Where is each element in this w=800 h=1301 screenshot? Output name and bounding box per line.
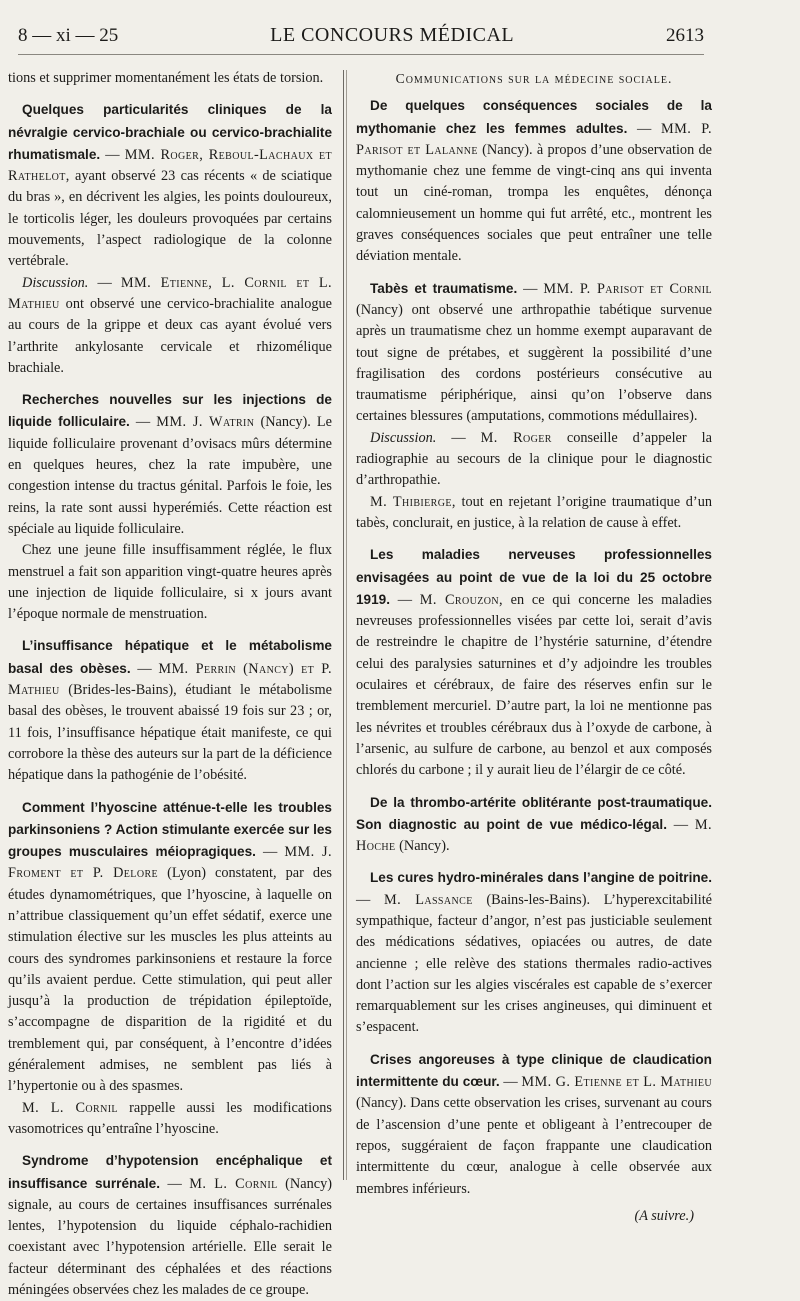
article-paragraph — [356, 492, 712, 535]
article-crises-angoreuses: Crises angoreuses à type clinique de claudication intermittente du cœur. — MM. G. Etienne et L. Mathieu (Nancy). Dans cette observation les crises, survenant au cours de l’ascension d’une pente et obligeant à l’entrecouper de repos, suggéraient de façon frappante une claudication intermittente du cœur, analogue à celle observée aux membres inférieurs. — [356, 1051, 713, 1197]
article-folliculaire: Recherches nouvelles sur les injections de liquide folliculaire. — MM. J. Watrin (Nancy). Le liquide folliculaire provenant d’ovisacs mûrs détermine en quelques heures, chez la rate impubère, une congestion intense du tractus génital. Parfois le foie, les reins, la rate sont aussi hyperémiés. Cette réaction est spéciale au liquide folliculaire. — [8, 392, 332, 537]
article-heading: De la thrombo-artérite oblitérante post-traumatique. Son diagnostic au point de vue médico-légal. — [356, 794, 712, 832]
to-be-continued: (A suivre.) — [634, 1207, 694, 1224]
continued-paragraph: tions et supprimer momentanément les états de torsion. — [8, 70, 324, 86]
article-thrombo-arterite: De la thrombo-artérite oblitérante post-traumatique. Son diagnostic au point de vue médico-légal. — M. Hoche (Nancy). — [356, 794, 712, 855]
paragraph-body: rappelle aussi les modifications vasomotrices qu’entraîne l’hyoscine. — [8, 1099, 332, 1137]
article-body: ayant observé 23 cas récents « de sciatique du bras », en décrivent les algies, les points douloureux, le torticolis léger, les douleurs provoquées par certains mouvements, l’aspect radiologique de la colonne vertébrale. — [8, 168, 332, 270]
article-cures-hydro-minerales: Les cures hydro-minérales dans l’angine de poitrine. — M. Lassance (Bains-les-Bains). L’hyperexcitabilité sympathique, facteur d’angor, n’est pas justiciable seulement des médications sédatives, opiacées ou autres, de date ancienne ; elle relève des stations thermales radio-actives dont l’action sur les algies viscérales est capable de s’exercer remarquablement sur les crises angineuses, qui diminuent et s’espacent. — [356, 870, 713, 1036]
paragraph-authors: M. Thibierge, — [370, 493, 456, 510]
right-column — [356, 68, 712, 1227]
paragraph-authors: M. L. Cornil — [22, 1099, 118, 1116]
article-hyoscine: Comment l’hyoscine atténue-t-elle les troubles parkinsoniens ? Action stimulante exercée sur les groupes musculaires méiopragiques. — MM. J. Froment et P. Delore (Lyon) constatent, par des études dynamométriques, que l’hyoscine, à laquelle on n’attribue classiquement qu’un effet sédatif, exerce une stimulation élective sur les muscles les plus atteints au cours des syndromes parkinsoniens et restaure la force qu’ils avaient perdue. Cette stimulation, qui peut aller jusqu’à la production de trépidation épileptoïde, s’accompagne de disparition de la rigidité et du tremblement qui, par conséquent, à l’encontre d’idées généralement admises, ne semblent pas liés à l’hypertonie ou à des spasmes. — [8, 799, 332, 1095]
article-authors: MM. Perrin (Nancy) et P. Mathieu — [8, 660, 333, 699]
article-tabes: Tabès et traumatisme. — MM. P. Parisot et Cornil (Nancy) ont observé une arthropathie tabétique survenue après un traumatisme chez un homme exempt auparavant de tout signe de prétabes, et suggèrent la possibilité d’une fragilisation des cordons postérieurs consécutive au traumatisme périphérique, ainsi qu’on l’observe dans certaines blessures (amputations, commotions médullaires). — [356, 280, 712, 425]
article-hepatique: L’insuffisance hépatique et le métabolisme basal des obèses. — MM. Perrin (Nancy) et P. Mathieu (Brides-les-Bains), étudiant le métabolisme basal des obèses, le trouvent abaissé 19 fois sur 23 ; or, 11 fois, l’insuffisance hépatique était manifeste, ce qui corrobore la thèse des auteurs sur la part de la déficience hépatique dans la pathogénie de l’obésité. — [8, 638, 333, 784]
discussion-body: conseille d’appeler la radiographie au secours de la clinique pour le diagnostic d’arthropathie. — [356, 429, 712, 489]
article-paragraph — [8, 1098, 332, 1141]
left-column — [8, 68, 332, 1301]
article-authors: M. L. Cornil — [189, 1175, 278, 1192]
article-body: (Nancy). — [395, 838, 450, 855]
article-nevralgie: Quelques particularités cliniques de la névralgie cervico-brachiale ou cervico-brachialite rhumatismale. — MM. Roger, Reboul-Lachaux et Rathelot, ayant observé 23 cas récents « de sciatique du bras », en décrivent les algies, les points douloureux, le torticolis léger, les douleurs provoquées par certains mouvements, l’aspect radiologique de la colonne vertébrale. — [8, 102, 333, 270]
column-rule-inner — [346, 70, 347, 1180]
discussion-paragraph: Discussion. — MM. Etienne, L. Cornil et L. Mathieu ont observé une cervico-brachialite analogue au cours de la grippe et deux cas ayant évolué vers l’arthrite ankylosante cervicale et rhizomélique brachiale. — [8, 274, 332, 376]
article-heading: De quelques conséquences sociales de la mythomanie chez les femmes adultes. — [356, 98, 712, 136]
column-rule — [343, 70, 344, 1180]
article-body: (Nancy). Dans cette observation les crises, survenant au cours de l’ascension d’une pente et obligeant à l’entrecouper de repos, suggéraient de façon frappante une claudication intermittente du cœur, analogue à celle observée aux membres inférieurs. — [356, 1095, 712, 1197]
paragraph-body: tout en rejetant l’origine traumatique d’un tabès, conclurait, en justice, à la relation de cause à effet. — [356, 493, 712, 531]
article-body: (Lyon) constatent, par des études dynamométriques, que l’hyoscine, à laquelle on n’attribue classiquement qu’un effet sédatif, exerce une stimulation élective sur les muscles les plus atteints au cours des syndromes parkinsoniens et restaure la force qu’ils avaient perdue. Cette stimulation, qui peut aller jusqu’à la production de trépidation épileptoïde, s’accompagne de disparition de la rigidité et du tremblement qui, par conséquent, à l’encontre d’idées généralement admises, ne semblent pas liés à l’hypertonie ou à des spasmes. — [8, 865, 332, 1095]
article-body: (Brides-les-Bains), étudiant le métabolisme basal des obèses, le trouvent abaissé 19 fois sur 23 ; or, 11 fois, l’insuffisance hépatique était manifeste, ce qui corrobore la thèse des auteurs sur la part de la déficience hépatique dans la pathogénie de l’obésité. — [8, 682, 332, 784]
discussion-body: ont observé une cervico-brachialite analogue au cours de la grippe et deux cas ayant évolué vers l’arthrite ankylosante cervicale et rhizomélique brachiale. — [8, 295, 332, 376]
discussion-authors: M. Roger — [480, 429, 552, 446]
article-body: en ce qui concerne les maladies nevreuses professionnelles visées par cette loi, serait d’avis de restreindre le chapitre de l’hystérie saturnine, d’étendre celui des paralysies saturnines et d’y adjoindre les troubles oculaires et cérébraux, de faire des réserves enfin sur le tremblement mercuriel. D’autre part, la loi ne mentionne pas les névrites et troubles cérébraux dus à l’oxyde de carbone, à l’arsenic, au sulfure de carbone, au benzol et aux composés chlorés du carbone ; il y aurait lieu de l’élargir de ce côté. — [356, 591, 712, 779]
article-heading: Les maladies nerveuses professionnelles envisagées au point de vue de la loi du 25 octobre 1919. — [356, 547, 712, 607]
page-number: 2613 — [665, 25, 704, 46]
discussion-label: Discussion. — [22, 274, 89, 291]
article-authors: MM. G. Etienne et L. Mathieu — [521, 1074, 713, 1091]
article-heading: Quelques particularités cliniques de la névralgie cervico-brachiale ou cervico-brachialite rhumatismale. — [8, 102, 332, 162]
article-heading: L’insuffisance hépatique et le métabolisme basal des obèses. — [8, 638, 332, 676]
article-maladies-professionnelles: Les maladies nerveuses professionnelles envisagées au point de vue de la loi du 25 octobre 1919. — M. Crouzon, en ce qui concerne les maladies nevreuses professionnelles visées par cette loi, serait d’avis de restreindre le chapitre de l’hystérie saturnine, d’étendre celui des paralysies saturnines et d’y adjoindre les troubles oculaires et cérébraux, de faire des réserves enfin sur le tremblement mercuriel. D’autre part, la loi ne mentionne pas les névrites et troubles cérébraux dus à l’oxyde de carbone, à l’arsenic, au sulfure de carbone, au benzol et aux composés chlorés du carbone ; il y aurait lieu de l’élargir de ce côté. — [356, 547, 712, 779]
article-authors: M. Lassance — [384, 891, 473, 908]
article-authors: MM. Roger, Reboul-Lachaux et Rathelot, — [8, 146, 333, 185]
article-mythomanie: De quelques conséquences sociales de la mythomanie chez les femmes adultes. — MM. P. Parisot et Lalanne (Nancy). à propos d’une observation de mythomanie chez une femme de vingt-cinq ans qui inventa tout un ciné-roman, trompa les enquêtes, dénonça calomnieusement un homme qui fut arrêté, etc., montrent les graves conséquences sociales que peut entraîner une telle déviation mentale. — [356, 98, 712, 265]
article-heading: Tabès et traumatisme. — [370, 280, 518, 296]
article-authors: MM. P. Parisot et Lalanne — [356, 120, 712, 158]
article-heading: Crises angoreuses à type clinique de claudication intermittente du cœur. — [356, 1051, 712, 1090]
discussion-label: Discussion. — [370, 429, 437, 446]
issue-date: 8 — xi — 25 — [18, 25, 119, 46]
article-authors: MM. J. Froment et P. Delore — [8, 844, 332, 882]
article-heading: Recherches nouvelles sur les injections de liquide folliculaire. — [8, 392, 332, 430]
article-body: (Bains-les-Bains). L’hyperexcitabilité sympathique, facteur d’angor, n’est pas justiciable seulement des médications sédatives, opiacées ou autres, de date ancienne ; elle relève des stations thermales radio-actives dont l’action sur les algies viscérales est capable de s’exercer remarquablement sur les crises angineuses, qui diminuent et s’espacent. — [356, 891, 713, 1036]
section-heading: Communications sur la médecine sociale. — [395, 71, 673, 86]
article-authors: MM. J. Watrin — [156, 414, 255, 431]
article-heading: Comment l’hyoscine atténue-t-elle les troubles parkinsoniens ? Action stimulante exercée sur les groupes musculaires méiopragiques. — [8, 799, 332, 860]
running-header — [18, 24, 704, 55]
discussion-paragraph: Discussion. — M. Roger conseille d’appeler la radiographie au secours de la clinique pour le diagnostic d’arthropathie. — [356, 429, 712, 489]
article-heading: Syndrome d’hypotension encéphalique et insuffisance surrénale. — [8, 1153, 332, 1191]
article-authors: M. Hoche — [356, 816, 712, 855]
discussion-authors: MM. Etienne, L. Cornil et L. Mathieu — [8, 274, 332, 312]
article-paragraph: Chez une jeune fille insuffisamment réglée, le flux menstruel a fait son apparition vingt-quatre heures après une injection de liquide folliculaire, si x jours avant l’époque normale de menstruation. — [8, 542, 332, 623]
article-body: (Nancy). à propos d’une observation de mythomanie chez une femme de vingt-cinq ans qui inventa tout un ciné-roman, trompa les enquêtes, dénonça calomnieusement un homme qui fut arrêté, etc., montrent les graves conséquences sociales que peut entraîner une telle déviation mentale. — [356, 141, 712, 265]
article-hypotension: Syndrome d’hypotension encéphalique et insuffisance surrénale. — M. L. Cornil (Nancy) signale, au cours de certaines insuffisances surrénales lentes, l’hypotension du liquide céphalo-rachidien coexistant avec l’hypotension artérielle. Elle serait le facteur déterminant des céphalées et des réactions méningées observées chez les malades de ce groupe. — [8, 1153, 332, 1299]
journal-title: LE CONCOURS MÉDICAL — [270, 24, 515, 46]
article-body: (Nancy) signale, au cours de certaines insuffisances surrénales lentes, l’hypotension du liquide céphalo-rachidien coexistant avec l’hypotension artérielle. Elle serait le facteur déterminant des céphalées et des réactions méningées observées chez les malades de ce groupe. — [8, 1175, 332, 1299]
article-authors: M. Crouzon, — [419, 591, 503, 608]
article-authors: MM. P. Parisot et Cornil — [543, 280, 712, 297]
article-body: (Nancy). Le liquide folliculaire provenant d’ovisacs mûrs détermine en quelques heures, chez la rate impubère, une congestion intense du tractus génital. Parfois le foie, les reins, la rate sont aussi hyperémiés. Cette réaction est spéciale au liquide folliculaire. — [8, 414, 332, 537]
article-body: (Nancy) ont observé une arthropathie tabétique survenue après un traumatisme chez un homme exempt auparavant de tout signe de prétabes, et suggèrent la possibilité d’une fragilisation des cordons postérieurs consécutive au traumatisme périphérique, ainsi qu’on l’observe dans certaines blessures (amputations, commotions médullaires). — [356, 301, 712, 425]
article-heading: Les cures hydro-minérales dans l’angine de poitrine. — [370, 870, 712, 886]
